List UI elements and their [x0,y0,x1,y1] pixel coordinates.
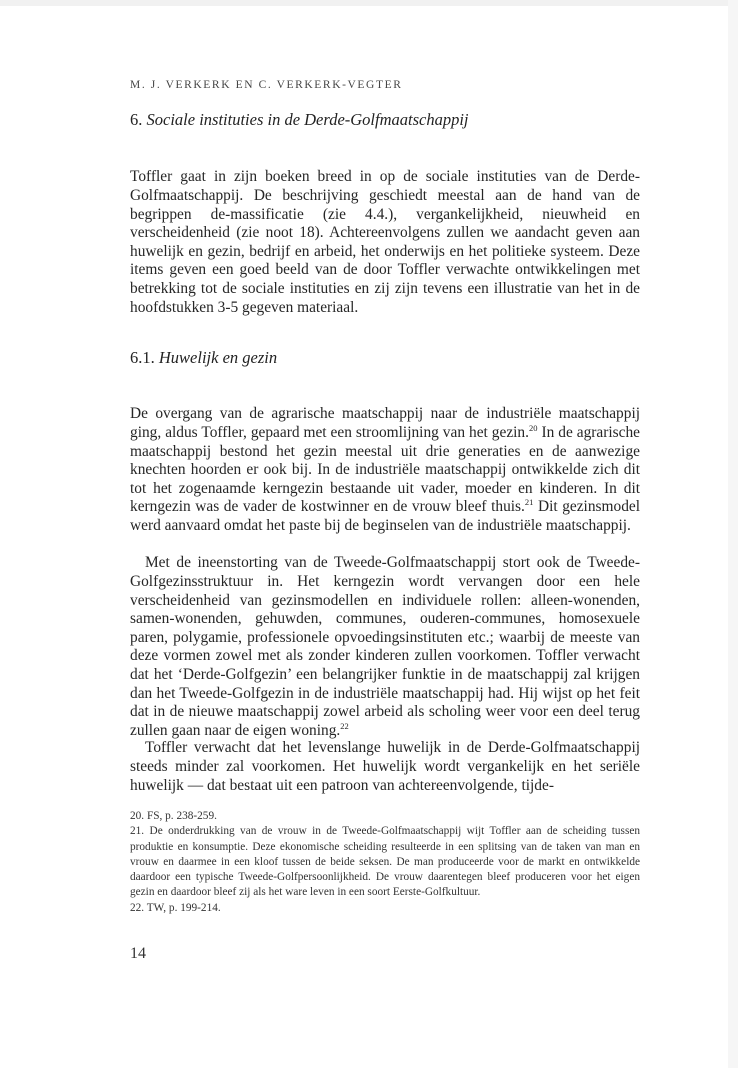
paragraph-2-text-c: Dit gezinsmodel werd aanvaard omdat het paste bij de beginselen van de industriële maatschappij. [130,498,640,534]
footnote-20: 20. FS, p. 238-259. [130,810,217,822]
footnotes [130,809,640,916]
paragraph-2-text-a: De overgang van de agrarische maatschappij naar de industriële maatschappij ging, aldus Toffler, gepaard met een stroomlijning van het gezin. [130,405,640,441]
intro-paragraph: Toffler gaat in zijn boeken breed in op de sociale instituties van de Derde-Golfmaatschappij. De beschrijving geschiedt meestal aan de hand van de begrippen de-massificatie (zie 4.4.), vergankelijkheid, nieuwheid en verscheidenheid (zie noot 18). Achtereenvolgens zullen we aandacht geven aan huwelijk en gezin, bedrijf en arbeid, het onderwijs en het politieke systeem. Deze items geven een goed beeld van de door Toffler verwachte ontwikkelingen met betrekking tot de sociale instituties en zij zijn tevens een illustratie van het in de hoofdstukken 3-5 gegeven materiaal. [130,168,640,316]
subsection-number: 6.1. [130,348,155,367]
scan-edge-right [728,0,738,1068]
subsection-heading [130,348,277,368]
footnote-21: 21. De onderdrukking van de vrouw in de Tweede-Golfmaatschappij wijt Toffler aan de scheiding tussen produktie en konsumptie. Deze ekonomische scheiding resulteerde in een splitsing van de taken van man en vrouw en daarmee in een kloof tussen de beide seksen. De man produceerde voor de markt en ontwikkelde daardoor een typische Tweede-Golfpersoonlijkheid. De vrouw daarentegen bleef produceren voor het eigen gezin en daardoor bleef zij als het ware leven in een soort Eerste-Golfkultuur. [130,825,640,899]
body-paragraph-3 [130,554,640,740]
section-title: Sociale instituties in de Derde-Golfmaatschappij [146,110,469,129]
paragraph-2-text-b: In de agrarische maatschappij bestond het gezin meestal uit drie generaties en de aanwezige knechten hoorden er ook bij. In de industriële maatschappij ontwikkelde zich dit tot het zogenaamde kerngezin bestaande uit vader, moeder en kinderen. In dit kerngezin was de vader de kostwinner en de vrouw bleef thuis. [130,423,640,516]
footnote-ref-22: 22 [340,720,349,731]
subsection-title: Huwelijk en gezin [158,348,278,367]
page-number: 14 [130,945,146,962]
body-paragraph-2 [130,405,640,535]
running-head: M. J. VERKERK EN C. VERKERK-VEGTER [130,79,403,91]
footnote-ref-21: 21 [524,497,534,508]
footnote-22: 22. TW, p. 199-214. [130,901,221,914]
section-number: 6. [130,110,143,129]
scan-edge-top [0,0,738,6]
body-paragraph-4: Toffler verwacht dat het levenslange huwelijk in de Derde-Golfmaatschappij steeds minder zal voorkomen. Het huwelijk wordt vergankelijk en het seriële huwelijk — dat bestaat uit een patroon van achtereenvolgende, tijde- [130,739,640,794]
paragraph-3-text: Met de ineenstorting van de Tweede-Golfmaatschappij stort ook de Tweede-Golfgezinsstruktuur in. Het kerngezin wordt vervangen door een hele verscheidenheid van gezinsmodellen en individuele rollen: alleen-wonenden, samen-wonenden, gehuwden, communes, ouderen-communes, homosexuele paren, polygamie, professionele opvoedingsinstituten etc.; waarbij de meeste van deze vormen zowel met als zonder kinderen zullen voorkomen. Toffler verwacht dat het ‘Derde-Golfgezin’ een belangrijker funktie in de maatschappij zal krijgen dan het Tweede-Golfgezin in de industriële maatschappij had. Hij wijst op het feit dat in de nieuwe maatschappij zowel arbeid als scholing weer voor een deel terug zullen gaan naar de eigen woning. [130,554,640,739]
section-heading [130,110,469,130]
footnote-ref-20: 20 [528,422,538,433]
